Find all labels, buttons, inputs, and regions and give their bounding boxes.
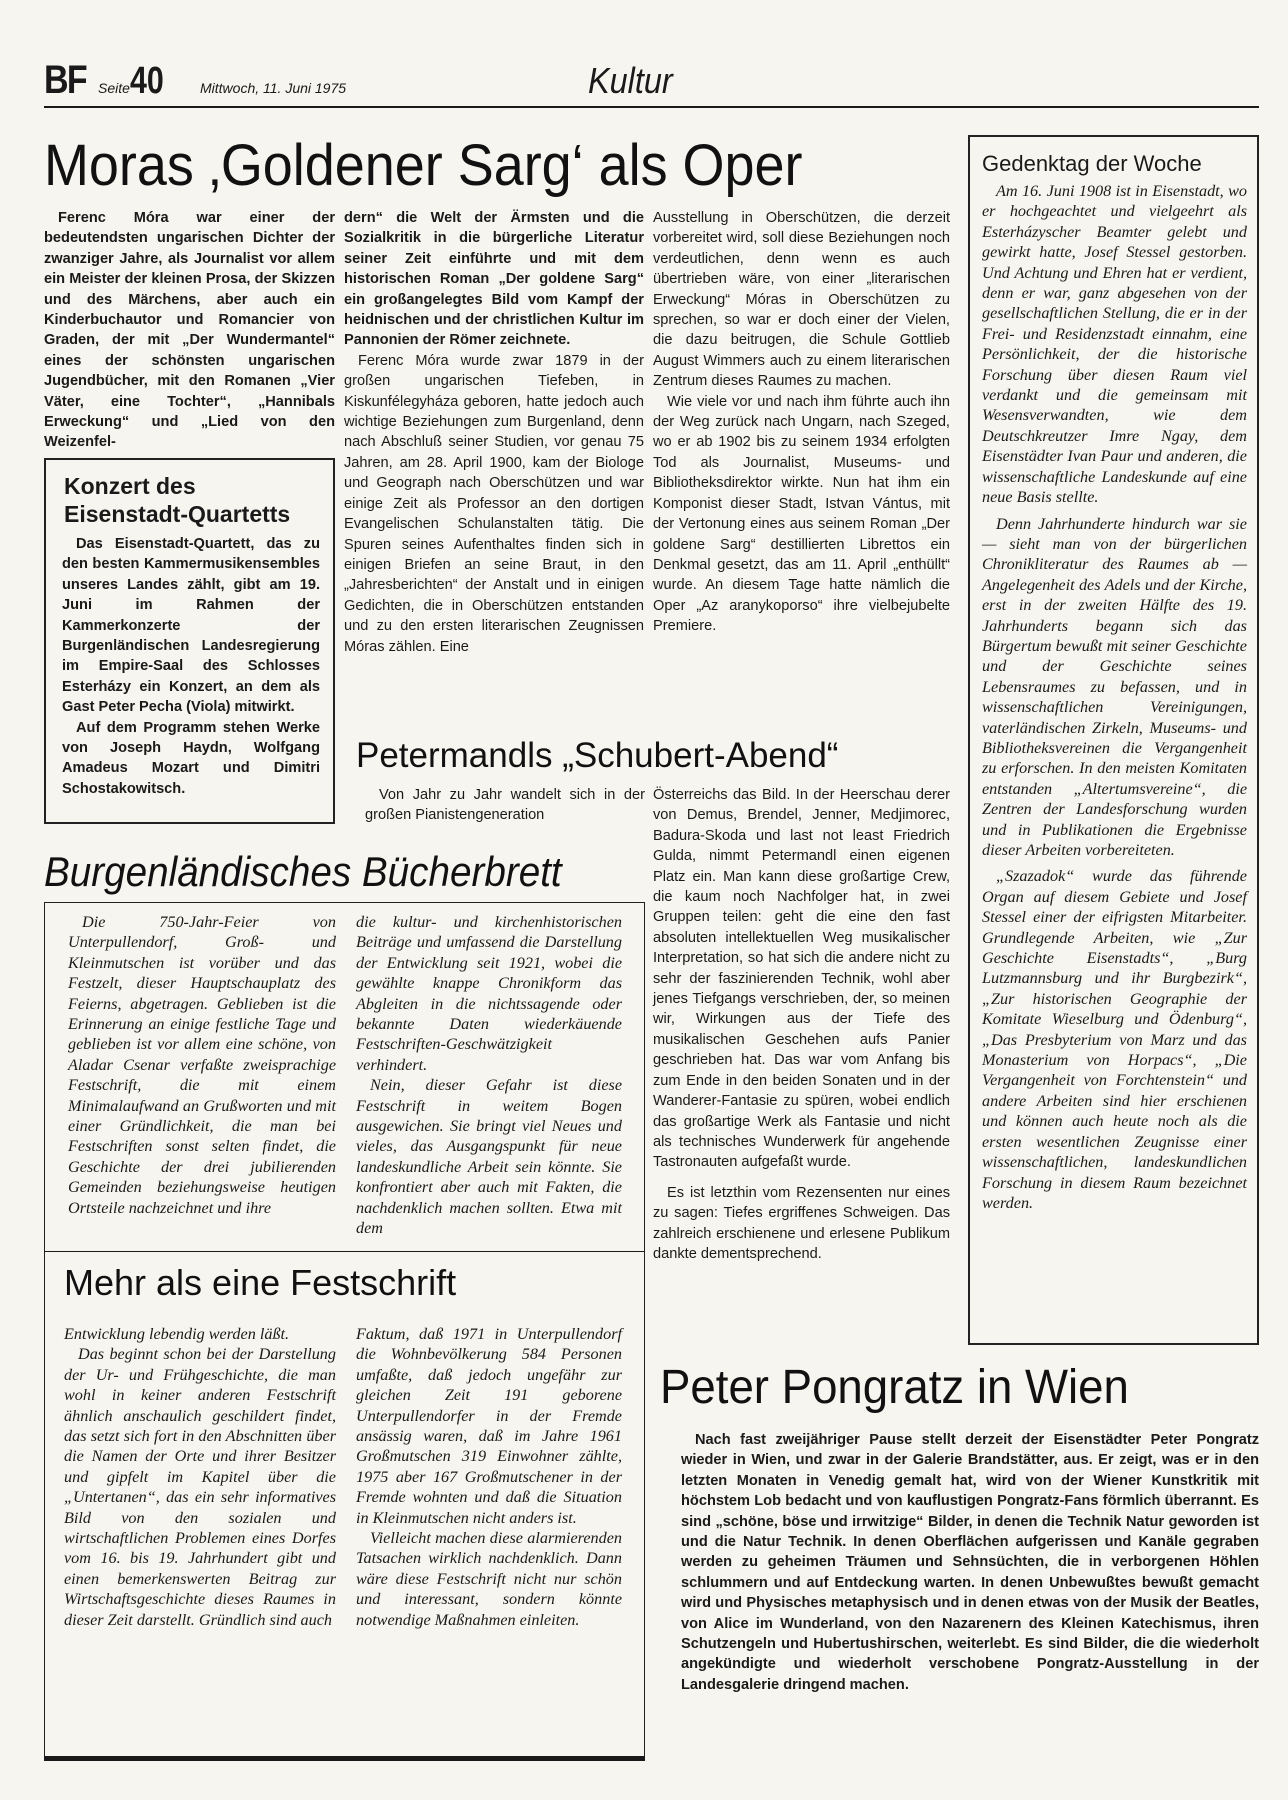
festschrift-column-1	[64, 1324, 336, 1704]
gedenktag-box	[968, 135, 1259, 1345]
paragraph: „Szazadok“ wurde das führende Organ auf diesem Gebiete und Josef Stessel einer der eifrigsten Mitarbeiter. Grundlegende Arbeiten, wie „Zur Geschichte Eisenstadts“, „Burg Lutzmannsburg und ihr Burgbezirk“, „Zur historischen Geographie der Komitate Wieselburg und Ödenburg“, „Das Presbyterium von Marz und das Monasterium von Horpacs“, „Die Vergangenheit von Forchtenstein“ und andere Arbeiten sind hier erschienen und können auch heute noch als die ersten wesentlichen Zeugnisse einer wissenschaftlichen, landeskundlichen Forschung in diesem Raum bezeichnet werden.	[982, 867, 1247, 1212]
pongratz-text	[681, 1430, 1259, 1740]
paragraph: die kultur- und kirchenhistorischen Beiträge und umfassend die Darstellung der Entwicklung seit 1921, wobei die gewählte knappe Chronikform das Abgleiten in die nichtssagende oder bekannte Daten wiederkäuende Festschriften-Geschwätzigkeit verhindert.	[356, 913, 622, 1074]
gedenktag-headline: Gedenktag der Woche	[982, 151, 1202, 176]
divider	[44, 1251, 645, 1252]
petermandl-column-1	[365, 785, 645, 827]
konzert-headline: Konzert des Eisenstadt-Quartetts	[64, 473, 291, 527]
paragraph: Ausstellung in Oberschützen, die derzeit vorbereitet wird, soll diese Beziehungen noch verdeutlichen, denn wenn es auch übertrieben wäre, von einer „literarischen Erweckung“ Móras in Oberschützen zu sprechen, so war er doch einer der Vielen, die dazu beitrugen, die Schule Gottlieb August Wimmers auch zu einem literarischen Zentrum dieses Raumes zu machen.	[653, 210, 950, 390]
newspaper-logo: BF	[44, 58, 86, 102]
issue-date: Mittwoch, 11. Juni 1975	[200, 80, 347, 96]
paragraph: Wie viele vor und nach ihm führte auch ihn der Weg zurück nach Ungarn, nach Szeged, wo er ab 1902 bis zu seinem 1934 erfolgten Tod als Journalist, Museums- und Bibliotheksdirektor wirkte. Nun hat ihm ein Komponist dieser Stadt, Istvan Vántus, mit der Vertonung eines aus seinem Roman „Der goldene Sarg“ destillierten Librettos ein Denkmal gesetzt, das am 11. April „enthüllt“ wurde. An diesem Tage hatte nämlich die Oper „Az aranykoporso“ ihre vielbejubelte Premiere.	[653, 393, 950, 635]
festschrift-column-2	[356, 1324, 622, 1704]
mora-column-2	[344, 208, 644, 724]
page-label: Seite	[98, 80, 130, 96]
paragraph: Von Jahr zu Jahr wandelt sich in der großen Pianistengeneration	[365, 787, 645, 824]
paragraph: Das beginnt schon bei der Darstellung der Ur- und Frühgeschichte, die man wohl in keiner anderen Festschrift ähnlich anschaulich geschildert findet, das setzt sich fort in den Abschnitten über die Namen der Orte und ihrer Besitzer und gipfelt im Kapitel über die „Untertanen“, das ein sehr informatives Bild von den sozialen und wirtschaftlichen Problemen eines Dorfes vom 16. bis 19. Jahrhundert gibt und einen bemerkenswerten Beitrag zur Wirtschaftsgeschichte dieses Raumes in dieser Zeit darstellt. Gründlich sind auch	[64, 1345, 336, 1629]
buecherbrett-column-1	[68, 912, 336, 1246]
paragraph: Vielleicht machen diese alarmierenden Tatsachen wirklich nachdenklich. Dann wäre diese Festschrift nicht nur schön und interessant, sondern könnte notwendige Maßnahmen einleiten.	[356, 1529, 622, 1629]
paragraph: Denn Jahrhunderte hindurch war sie — sieht man von der bürgerlichen Chronikliteratur des Raumes ab — Angelegenheit des Adels und der Kirche, erst in der zweiten Hälfte des 19. Jahrhunderts begann sich das Bürgertum bewußt mit seiner Geschichte und der Geschichte seines Lebensraumes zu befassen, und in wissenschaftlichen Vereinigungen, vaterländischen Zirkeln, Museums- und Bibliotheksvereinen die Vergangenheit zu erforschen. In den meisten Komitaten entstanden „Altertumsvereine“, die Zentren der Landesforschung wurden und in Publikationen die Ergebnisse dieser Arbeiten vorbereiteten.	[982, 514, 1247, 859]
petermandl-column-2	[653, 785, 950, 1343]
paragraph: dern“ die Welt der Ärmsten und die Sozialkritik in die bürgerliche Literatur seiner Zeit einführte und mit dem historischen Roman „Der goldene Sarg“ ein großangelegtes Bild vom Kampf der heidnischen und der christlichen Kultur im Pannonien der Römer zeichnete.	[344, 210, 644, 349]
headline-festschrift: Mehr als eine Festschrift	[64, 1262, 457, 1303]
gedenktag-text	[982, 181, 1247, 1331]
buecherbrett-column-2	[356, 912, 622, 1246]
paragraph: Ferenc Móra war einer der bedeutendsten ungarischen Dichter der zwanziger Jahre, als Journalist vor allem ein Meister der kleinen Prosa, der Skizzen und des Märchens, aber auch ein Kinderbuchautor und Romancier von Graden, der mit „Der Wundermantel“ eines der schönsten ungarischen Jugendbücher, mit den Romanen „Vier Väter, eine Tochter“, „Hannibals Erweckung“ und „Lied von den Weizenfel-	[44, 210, 335, 451]
paragraph: Österreichs das Bild. In der Heerschau derer von Demus, Brendel, Jenner, Medjimorec, Badura-Skoda und last not least Friedrich Gulda, nimmt Petermandl einen eigenen Platz ein. Man kann diese großartige Crew, die kaum noch Nachfolger hat, in zwei Gruppen teilen: geht die eine den fast absoluten intellektuellen Weg musikalischer Interpretation, so hat sich die andere nicht zu sehr der faszinierenden Technik, wohl aber jenes Tiefgangs verschrieben, der, so meinen wir, Wirkungen aus der Tiefe des musikalischen Geschehen aufs Panier geschrieben hat. Das war vom Anfang bis zum Ende in den beiden Sonaten und in der Wanderer-Fantasie zu spüren, wobei endlich das großartige Werk als Fantasie und nicht als technisches Wunderwerk für angehende Tastronauten aufgefaßt wurde.	[653, 787, 950, 1171]
mora-column-1	[44, 208, 335, 451]
mora-column-3	[653, 208, 950, 724]
headline-petermandl: Petermandls „Schubert-Abend“	[356, 736, 839, 775]
header-rule	[44, 106, 1259, 108]
headline-mora: Moras ‚Goldener Sarg‘ als Oper	[44, 133, 803, 198]
paragraph: Das Eisenstadt-Quartett, das zu den besten Kammermusikensembles unseres Landes zählt, gibt am 19. Juni im Rahmen der Kammerkonzerte der Burgenländischen Landesregierung im Empire-Saal des Schlosses Esterházy ein Konzert, an dem als Gast Peter Pecha (Viola) mitwirkt.	[62, 536, 320, 716]
headline-buecherbrett: Burgenländisches Bücherbrett	[44, 848, 562, 895]
paragraph: Auf dem Programm stehen Werke von Joseph Haydn, Wolfgang Amadeus Mozart und Dimitri Schostakowitsch.	[62, 719, 320, 797]
konzert-box	[44, 458, 335, 824]
paragraph: Nein, dieser Gefahr ist diese Festschrift in weitem Bogen ausgewichen. Sie bringt viel Neues und vieles, das Ausgangspunkt für neue landeskundliche Arbeit sein könnte. Sie konfrontiert aber auch mit Fakten, die nachdenklich machen sollten. Etwa mit dem	[356, 1076, 622, 1238]
paragraph: Nach fast zweijähriger Pause stellt derzeit der Eisenstädter Peter Pongratz wieder in Wien, und zwar in der Galerie Brandstätter, aus. Er zeigt, was er in den letzten Monaten in Venedig gemalt hat, wird von der Wiener Kunstkritik mit höchstem Lob bedacht und von kauflustigen Pongratz-Fans förmlich überrannt. Es sind „schöne, böse und irrwitzige“ Bilder, in denen die Technik Natur geworden ist und die Natur Technik. In denen Oberflächen aufgerissen und Kanäle gegraben werden zu geheimen Träumen und Sehnsüchten, die in verborgenen Höhlen schlummern und auf Entdeckung warten. In denen Unbewußtes bewußt gemacht wird und Physisches metaphysisch und in denen etwas von der Musik der Beatles, von Alice im Wunderland, von den Nazarenern des Kleinen Katechismus, ihren Schutzengeln und Hubertushirschen, weiterlebt. Es sind Bilder, die die wiederholt angekündigte und wiederholt verschobene Pongratz-Ausstellung in der Landesgalerie dringend machen.	[681, 1432, 1259, 1693]
paragraph: Faktum, daß 1971 in Unterpullendorf die Wohnbevölkerung 584 Personen umfaßte, daß jedoch ungefähr zur gleichen Zeit 191 geborene Unterpullendorfer in der Fremde ansässig waren, daß im Jahre 1961 Großmutschen 319 Einwohner zählte, 1975 aber 167 Großmutschener in der Fremde wohnten und daß die Situation in Kleinmutschen nicht anders ist.	[356, 1325, 622, 1527]
bottom-rule	[44, 1756, 645, 1761]
konzert-text	[62, 534, 320, 819]
page-number: 40	[130, 60, 164, 102]
headline-pongratz: Peter Pongratz in Wien	[660, 1361, 1129, 1414]
paragraph: Die 750-Jahr-Feier von Unterpullendorf, Groß- und Kleinmutschen ist vorüber und das Festzelt, dieser Hauptschauplatz des Feierns, abgetragen. Geblieben ist die Erinnerung an einige festliche Tage und geblieben ist vor allem eine schöne, von Aladar Csenar verfaßte zweisprachige Festschrift, die mit einem Minimalaufwand an Grußworten und mit einer Gründlichkeit, die man bei Festschriften sonst selten findet, die Geschichte der drei jubilierenden Gemeinden beziehungsweise heutigen Ortsteile nachzeichnet und ihre	[68, 913, 336, 1217]
paragraph: Am 16. Juni 1908 ist in Eisenstadt, wo er hochgeachtet und vielgeehrt als Esterházyscher Beamter gelebt und gewirkt hatte, Josef Stessel gestorben. Und Achtung und Ehren hat er verdient, denn er war, ganz abgesehen von der gesellschaftlichen Stellung, die er in der Frei- und Residenzstadt einnahm, eine Persönlichkeit, der die historische Forschung über diesen Raum viel verdankt und die gemeinsam mit Wesensverwandten, wie dem Deutschkreutzer Imre Ngay, dem Eisenstädter Ivan Paur und anderen, die wissenschaftliche Landeskunde auf eine neue Basis stellte.	[982, 182, 1247, 507]
paragraph: Entwicklung lebendig werden läßt.	[64, 1325, 290, 1343]
paragraph: Es ist letzthin vom Rezensenten nur eines zu sagen: Tiefes ergriffenes Schweigen. Das zahlreich erschienene und erlesene Publikum dankte dementsprechend.	[653, 1184, 950, 1262]
section-title: Kultur	[588, 60, 673, 101]
paragraph: Ferenc Móra wurde zwar 1879 in der großen ungarischen Tiefeben, in Kiskunfélegyháza geboren, hatte jedoch auch wichtige Beziehungen zum Burgenland, denn nach Abschluß seiner Studien, vor genau 75 Jahren, am 28. April 1900, kam der Biologe und Geograph nach Oberschützen und war einige Zeit als Professor an den dortigen Evangelischen Schulanstalten tätig. Die Spuren seines Aufenthaltes finden sich in einigen Briefen an seine Braut, in den „Jahresberichten“ der Anstalt und in einigen Gedichten, die in Oberschützen entstanden und zu den ersten literarischen Zeugnissen Móras zählen. Eine	[344, 352, 644, 655]
